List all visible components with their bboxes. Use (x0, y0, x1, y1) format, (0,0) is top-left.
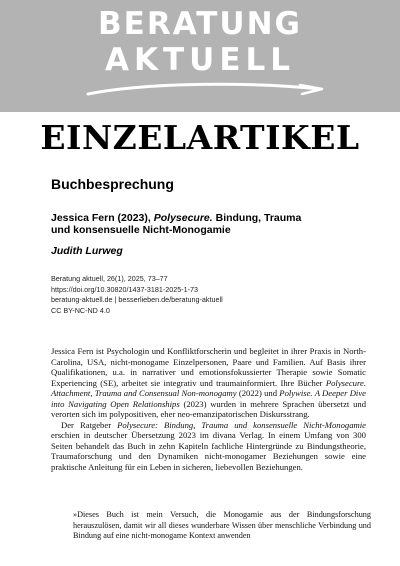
article-title-prefix: Jessica Fern (2023), (51, 212, 154, 224)
masthead (0, 0, 400, 112)
article-title-rest: Bindung, Trauma (212, 212, 302, 224)
book-title: Polysecure: Bindung, Trauma und konsensuelle Nicht-Monogamie (117, 419, 367, 430)
website-links[interactable]: beratung-aktuell.de | besserlieben.de/beratung-aktuell (51, 295, 223, 304)
page-title: EINZELARTIKEL (40, 118, 360, 157)
article-body (51, 346, 366, 472)
article-title (51, 212, 361, 236)
doi-link[interactable]: https://doi.org/10.30820/1437-3181-2025-1-73 (51, 284, 199, 294)
masthead-title-line2: AKTUELL (104, 42, 295, 78)
swoosh-logo-icon (0, 80, 400, 104)
paragraph-2 (51, 420, 366, 473)
text-run: Jessica Fern ist Psychologin und Konfliktforscherin und begleitet in ihrer Praxis in North-Carolina, USA, nicht-monogame Einzelpersonen, Paare und Familien. Auf Basis ihrer Qualifikationen, u.a. in narrativer und emotionsfokussierter Therapie sowie Somatic Experiencing (SE), arbeitet sie integrativ und traumainformiert. Ihre Bücher (51, 346, 366, 388)
article-meta (51, 274, 223, 316)
text-run: Der Ratgeber (61, 419, 118, 430)
section-heading: Buchbesprechung (51, 176, 174, 192)
paragraph-1 (51, 346, 366, 420)
text-run: (2022) und (236, 388, 280, 398)
text-run: (2023) wurden in mehrere Sprachen übersetzt und verorten sich im polypositiven, eher neo-emanzipatorischen Diskursstrang. (51, 398, 367, 419)
masthead-title-line1: BERATUNG (98, 6, 302, 42)
block-quote: »Dieses Buch ist mein Versuch, die Monogamie aus der Bindungsforschung herauszulösen, damit wir all dieses wunderbare Wissen über menschliche Verbindung und Bindung auf eine nicht-monogame Kontext anwenden (73, 510, 371, 540)
license: CC BY-NC-ND 4.0 (51, 305, 110, 315)
text-run: erschien in deutscher Übersetzung 2023 im divana Verlag. In einem Umfang von 300 Seiten behandelt das Buch in zehn Kapiteln fachliche Hintergründe zu Bindungstheorie, Traumaforschung und den Dynamiken nicht-monogamer Beziehungen sowie eine praktische Anleitung für ein Leben in sicheren, liebevollen Beziehungen. (51, 430, 366, 472)
article-title-line2: und konsensuelle Nicht-Monogamie (51, 224, 231, 236)
article-author: Judith Lurweg (51, 245, 123, 257)
book-title: Polysecure. Attachment, Trauma and Consensual Non-monogamy (51, 377, 366, 398)
citation: Beratung aktuell, 26(1), 2025, 73–77 (51, 274, 168, 283)
book-title: Polywise. A Deeper Dive into Navigating Open Relationships (51, 388, 366, 409)
article-title-book: Polysecure. (153, 212, 213, 224)
